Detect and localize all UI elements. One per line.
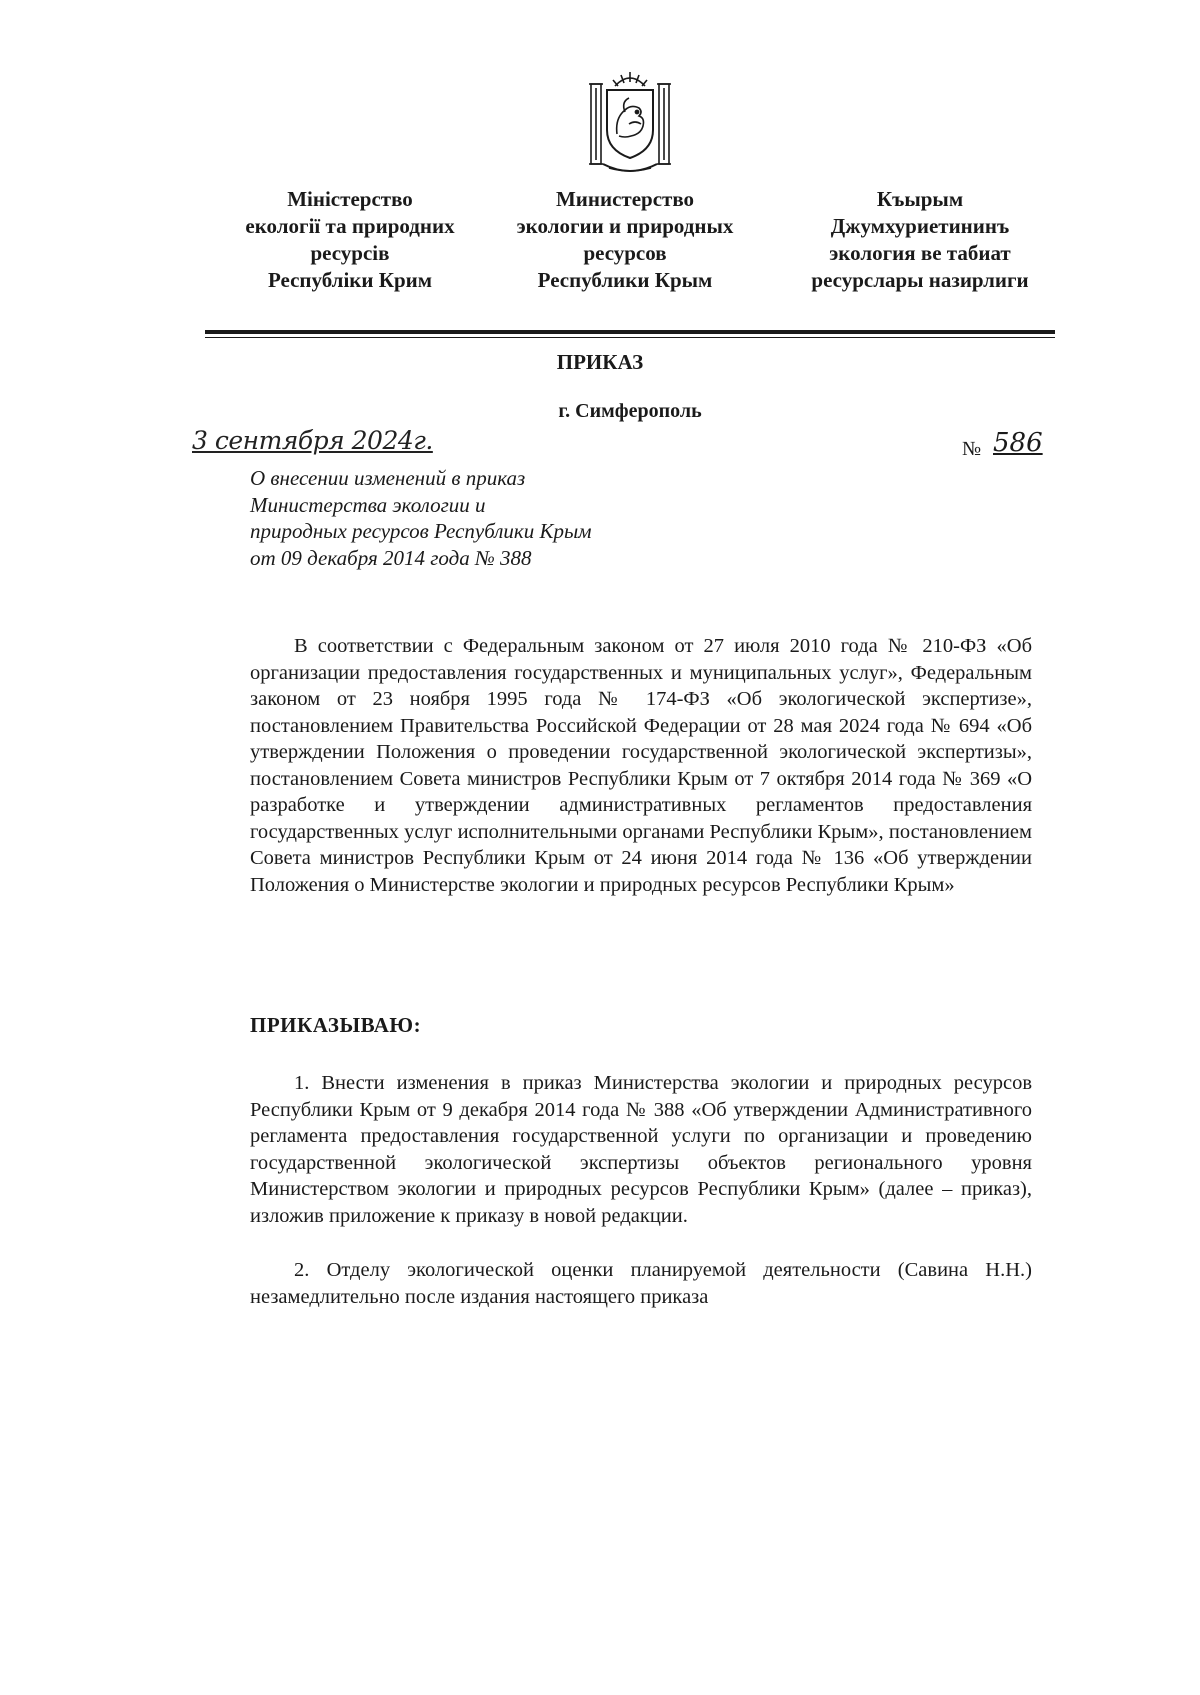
subject-line-2: Министерства экологии и xyxy=(250,492,486,517)
subject-line-4: от 09 декабря 2014 года № 388 xyxy=(250,545,532,570)
header-ru-line-1: Министерство xyxy=(555,187,695,211)
header-russian xyxy=(500,186,750,294)
header-crh-line-4: ресурслары назирлиги xyxy=(811,268,1029,292)
order-number-handwritten: 586 xyxy=(993,428,1043,458)
coat-of-arms-icon xyxy=(585,68,675,180)
decree-item-2: 2. Отделу экологической оценки планируемой деятельности (Савина Н.Н.) незамедлительно после издания настоящего приказа xyxy=(250,1259,1032,1308)
header-ukrainian xyxy=(225,186,475,294)
order-date-handwritten: 3 сентября 2024г. xyxy=(192,426,433,455)
order-title: ПРИКАЗ xyxy=(556,350,644,374)
header-ua-line-3: ресурсів xyxy=(310,241,390,265)
header-crh-line-1: Къырым xyxy=(876,187,964,211)
header-divider-thin xyxy=(205,337,1055,338)
header-crh-line-2: Джумхуриетининъ xyxy=(830,214,1010,238)
decree-heading: ПРИКАЗЫВАЮ: xyxy=(250,1013,422,1037)
header-crh-line-3: экология ве табиат xyxy=(829,241,1011,265)
header-ua-line-2: екології та природних xyxy=(245,214,455,238)
subject-line-1: О внесении изменений в приказ xyxy=(250,466,526,490)
header-ua-line-4: Республіки Крим xyxy=(267,268,433,292)
order-city: г. Симферополь xyxy=(558,400,702,422)
header-ru-line-2: экологии и природных xyxy=(516,214,734,238)
header-ua-line-1: Міністерство xyxy=(287,187,413,211)
header-crimean-tatar xyxy=(790,186,1050,294)
header-ru-line-3: ресурсов xyxy=(583,241,667,265)
order-subject xyxy=(250,465,592,571)
header-ru-line-4: Республики Крым xyxy=(537,268,713,292)
preamble-paragraph: В соответствии с Федеральным законом от 27 июля 2010 года № 210-ФЗ «Об организации предоставления государственных и муниципальных услуг», Федеральным законом от 23 ноября 1995 года № 174-ФЗ «Об экологической экспертизе», постановлением Правительства Российской Федерации от 28 мая 2024 года № 694 «Об утверждении Положения о проведении государственной экологической экспертизы», постановлением Совета министров Республики Крым от 7 октября 2014 года № 369 «О разработке и утверждении административных регламентов предоставления государственных услуг исполнительными органами Республики Крым», постановлением Совета министров Республики Крым от 24 июня 2014 года № 136 «Об утверждении Положения о Министерстве экологии и природных ресурсов Республики Крым» xyxy=(250,635,1032,896)
order-number-label: № xyxy=(962,438,982,460)
header-divider xyxy=(205,330,1055,334)
decree-item-1: 1. Внести изменения в приказ Министерства экологии и природных ресурсов Республики Крым от 9 декабря 2014 года № 388 «Об утверждении Административного регламента предоставления государственной услуги по организации и проведению государственной экологической экспертизы объектов регионального уровня Министерством экологии и природных ресурсов Республики Крым» (далее – приказ), изложив приложение к приказу в новой редакции. xyxy=(250,1072,1032,1227)
subject-line-3: природных ресурсов Республики Крым xyxy=(250,519,592,543)
